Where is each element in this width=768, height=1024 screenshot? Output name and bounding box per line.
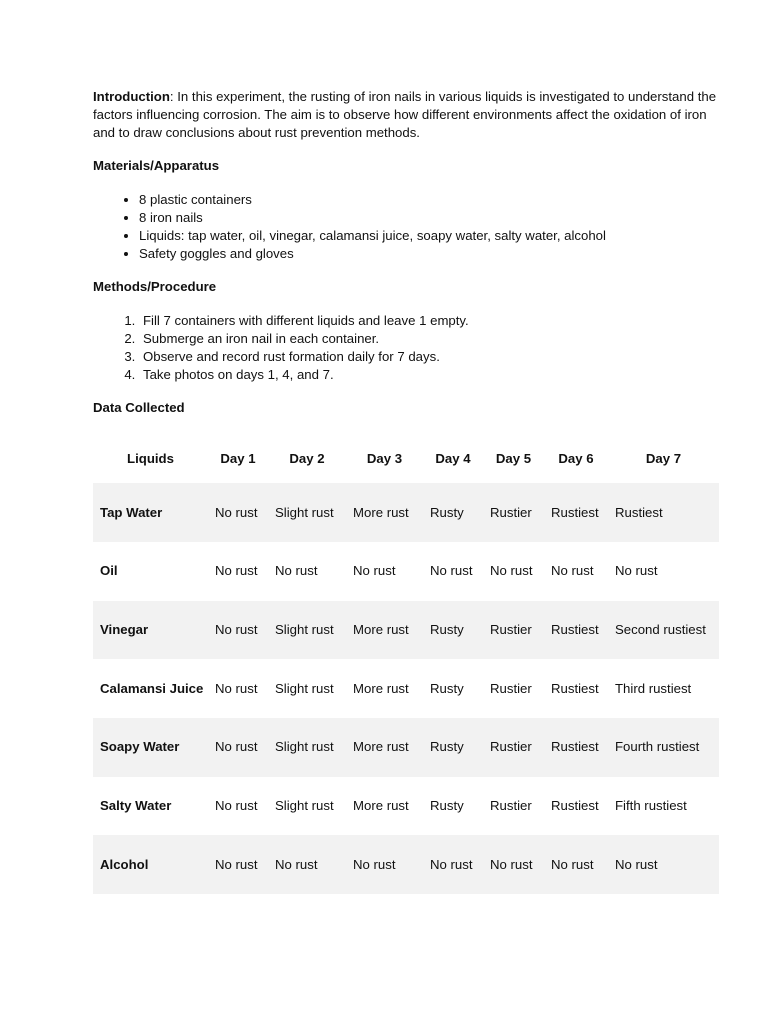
rust-observation-cell: Rustier bbox=[490, 680, 532, 696]
introduction-paragraph bbox=[93, 88, 719, 141]
materials-item: • Safety goggles and gloves bbox=[139, 245, 719, 263]
table-row bbox=[93, 542, 719, 601]
rust-observation-cell: Fifth rustiest bbox=[615, 798, 687, 814]
rust-observation-cell: No rust bbox=[353, 563, 396, 579]
rust-observation-cell: No rust bbox=[268, 835, 346, 894]
rust-observation-cell: No rust bbox=[608, 835, 719, 894]
column-header: Day 6 bbox=[558, 451, 594, 467]
rust-observation-cell: More rust bbox=[346, 601, 423, 660]
rust-observation-cell: More rust bbox=[346, 483, 423, 542]
rust-observation-cell: Slight rust bbox=[268, 601, 346, 660]
column-header: Day 3 bbox=[366, 451, 403, 467]
rust-observation-cell: Rustiest bbox=[551, 680, 599, 696]
rust-observation-cell: No rust bbox=[275, 563, 318, 579]
rust-observation-cell: Rustiest bbox=[544, 601, 608, 660]
table-row bbox=[93, 483, 719, 542]
liquid-name-cell: Soapy Water bbox=[93, 718, 208, 777]
rust-observation-cell: Slight rust bbox=[268, 718, 346, 777]
methods-step: 4. Take photos on days 1, 4, and 7. bbox=[139, 366, 719, 384]
table-row bbox=[93, 777, 719, 836]
rust-observation-cell: Rustiest bbox=[608, 483, 719, 542]
rust-observation-cell: Rustier bbox=[483, 483, 544, 542]
liquid-name-cell: Alcohol bbox=[93, 835, 208, 894]
column-header: Day 5 bbox=[495, 451, 532, 467]
data-heading: Data Collected bbox=[93, 400, 185, 416]
methods-step: 1. Fill 7 containers with different liquids and leave 1 empty. bbox=[139, 312, 719, 330]
rust-observation-cell: No rust bbox=[215, 563, 258, 579]
rust-observation-cell: No rust bbox=[544, 835, 608, 894]
liquid-name-cell: Tap Water bbox=[93, 483, 208, 542]
rust-observation-cell: No rust bbox=[615, 563, 658, 579]
table-body bbox=[93, 483, 719, 894]
methods-step: 2. Submerge an iron nail in each container. bbox=[139, 330, 719, 348]
methods-heading: Methods/Procedure bbox=[93, 279, 217, 295]
rust-observation-cell: More rust bbox=[346, 718, 423, 777]
rust-observation-cell: No rust bbox=[490, 563, 533, 579]
rust-observation-cell: More rust bbox=[353, 798, 409, 814]
rust-observation-cell: Rustier bbox=[483, 601, 544, 660]
rust-observation-cell: Rusty bbox=[423, 718, 483, 777]
column-header: Day 4 bbox=[435, 451, 471, 467]
table-row bbox=[93, 659, 719, 718]
rust-observation-cell: No rust bbox=[346, 835, 423, 894]
materials-item: • 8 plastic containers bbox=[139, 191, 719, 209]
rust-observation-cell: Rustier bbox=[483, 718, 544, 777]
rust-observation-cell: No rust bbox=[483, 835, 544, 894]
rust-observation-cell: Third rustiest bbox=[615, 680, 692, 696]
rust-observation-cell: No rust bbox=[215, 680, 258, 696]
table-header-row bbox=[93, 435, 719, 483]
rust-observation-cell: No rust bbox=[208, 835, 268, 894]
rust-observation-cell: No rust bbox=[430, 563, 473, 579]
rust-observation-cell: Slight rust bbox=[275, 798, 334, 814]
column-header: Day 1 bbox=[220, 451, 256, 467]
methods-step: 3. Observe and record rust formation daily for 7 days. bbox=[139, 348, 719, 366]
rust-observation-cell: More rust bbox=[353, 680, 409, 696]
table-row bbox=[93, 835, 719, 894]
rust-observation-cell: No rust bbox=[208, 483, 268, 542]
introduction-text: : In this experiment, the rusting of iron nails in various liquids is investigated to understand the factors influencing corrosion. The aim is to observe how different environments affect the oxidation of iron and to draw conclusions about rust prevention methods. bbox=[93, 89, 717, 140]
rust-observation-cell: No rust bbox=[208, 601, 268, 660]
rust-observation-cell: Rusty bbox=[423, 483, 483, 542]
rust-observation-cell: Fourth rustiest bbox=[608, 718, 719, 777]
liquid-name-cell: Oil bbox=[100, 563, 118, 579]
liquid-name-cell: Vinegar bbox=[93, 601, 208, 660]
rust-observation-cell: Rustiest bbox=[551, 798, 599, 814]
rust-observation-cell: Slight rust bbox=[268, 483, 346, 542]
rust-observation-cell: Rusty bbox=[430, 798, 464, 814]
column-header: Day 7 bbox=[645, 451, 682, 467]
data-table bbox=[93, 435, 719, 894]
rust-observation-cell: Rusty bbox=[430, 680, 464, 696]
materials-item: • 8 iron nails bbox=[139, 209, 719, 227]
rust-observation-cell: No rust bbox=[551, 563, 594, 579]
materials-list bbox=[93, 191, 719, 262]
rust-observation-cell: No rust bbox=[215, 798, 258, 814]
rust-observation-cell: No rust bbox=[423, 835, 483, 894]
column-header: Day 2 bbox=[289, 451, 325, 467]
table-row bbox=[93, 718, 719, 777]
rust-observation-cell: Rustier bbox=[490, 798, 532, 814]
table-row bbox=[93, 601, 719, 660]
liquid-name-cell: Salty Water bbox=[100, 798, 172, 814]
materials-item: • Liquids: tap water, oil, vinegar, calamansi juice, soapy water, salty water, alcohol bbox=[139, 227, 719, 245]
materials-heading: Materials/Apparatus bbox=[93, 158, 220, 174]
document-page bbox=[93, 88, 719, 894]
rust-observation-cell: Slight rust bbox=[275, 680, 334, 696]
rust-observation-cell: Rustiest bbox=[544, 483, 608, 542]
rust-observation-cell: Second rustiest bbox=[608, 601, 719, 660]
methods-list bbox=[93, 312, 719, 383]
liquid-name-cell: Calamansi Juice bbox=[100, 680, 204, 696]
introduction-label: Introduction bbox=[93, 89, 170, 104]
rust-observation-cell: Rusty bbox=[423, 601, 483, 660]
rust-observation-cell: No rust bbox=[208, 718, 268, 777]
column-header: Liquids bbox=[127, 451, 174, 467]
rust-observation-cell: Rustiest bbox=[544, 718, 608, 777]
